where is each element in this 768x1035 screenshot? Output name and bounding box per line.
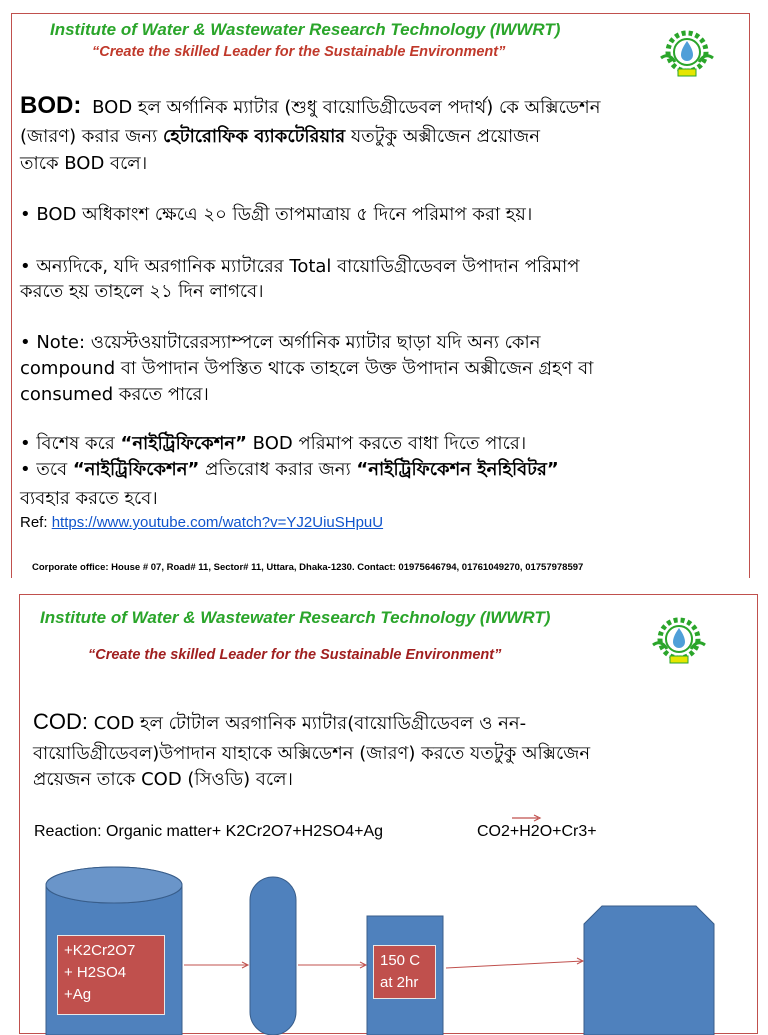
bullet-total-line2: করতে হয় তাহলে ২১ দিন লাগবে। [20,281,264,302]
result-vessel [584,906,714,1035]
bod-heading: BOD: [20,92,82,119]
institute-title: Institute of Water & Wastewater Research Technology (IWWRT) [50,20,561,39]
bullet-total-line1: • অন্যদিকে, যদি অরগানিক ম্যাটারের Total বায়োডিগ্রীডেবল উপাদান পরিমাপ [20,256,580,277]
reaction-left: Reaction: Organic matter+ K2Cr2O7+H2SO4+Ag [34,823,384,840]
bullet-note-line3: consumed করতে পারে। [20,384,209,405]
reference-link[interactable]: https://www.youtube.com/watch?v=YJ2UiuSHpuU [51,514,384,531]
footer-contact: Corporate office: House # 07, Road# 11, Sector# 11, Uttara, Dhaka-1230. Contact: 01975646794, 01761049270, 01757978597 [32,562,584,573]
bullet-nitrification: • বিশেষ করে “নাইট্রিফিকেশন” BOD পরিমাপ করতে বাধা দিতে পারে। [20,433,527,454]
iwwrt-logo-icon [648,615,710,667]
cod-heading: COD: [33,709,88,734]
tagline: “Create the skilled Leader for the Sustainable Environment” [88,647,502,663]
bullet-inhibitor-line2: ব্যবহার করতে হবে। [20,488,158,509]
cod-definition: COD: COD হল টোটাল অরগানিক ম্যাটার(বায়োডিগ্রীডেবল ও নন- [33,709,527,734]
bod-definition-line2: (জারণ) করার জন্য হেটারোফিক ব্যাকটেরিয়ার যতটুকু অক্সীজেন প্রয়োজন [20,126,541,147]
bullet-temperature: • BOD অধিকাংশ ক্ষেএে ২০ ডিগ্রী তাপমাত্রায় ৫ দিনে পরিমাপ করা হয়। [20,204,533,225]
cod-definition-line3: প্রয়েজন তাকে COD (সিওডি) বলে। [33,769,293,790]
cod-slide [19,594,758,1034]
bod-definition-line3: তাকে BOD বলে। [20,153,148,174]
iwwrt-logo-icon [656,28,718,80]
condition-box: 150 C at 2hr [373,945,436,999]
cod-definition-line2: বায়োডিগ্রীডেবল)উপাদান যাহাকে অক্সিডেশন (জারণ) করতে যতটুকু অক্সিজেন [33,743,591,764]
reaction-right: CO2+H2O+Cr3+ [477,823,597,840]
bod-definition: BOD: BOD হল অর্গানিক ম্যাটার (শুধু বায়োডিগ্রীডেবল পদার্থ) কে অক্সিডেশন [20,92,601,119]
reagent-box: +K2Cr2O7 + H2SO4 +Ag [57,935,165,1015]
reference: Ref: https://www.youtube.com/watch?v=YJ2UiuSHpuU [20,514,384,531]
reaction-arrow-icon [510,813,544,823]
bod-slide [11,13,750,578]
tagline: “Create the skilled Leader for the Sustainable Environment” [92,44,506,60]
institute-title: Institute of Water & Wastewater Research Technology (IWWRT) [40,608,551,627]
bullet-note-line2: compound বা উপাদান উপস্তিত থাকে তাহলে উক্ত উপাদান অক্সীজেন গ্রহণ বা [20,358,594,379]
bullet-note-line1: • Note: ওয়েস্টওয়াটারেরস্যাম্পলে অর্গানিক ম্যাটার ছাড়া যদি অন্য কোন [20,332,541,353]
digestion-tube [250,877,296,1035]
bullet-inhibitor: • তবে “নাইট্রিফিকেশন” প্রতিরোধ করার জন্য “নাইট্রিফিকেশন ইনহিবিটর” [20,459,559,480]
